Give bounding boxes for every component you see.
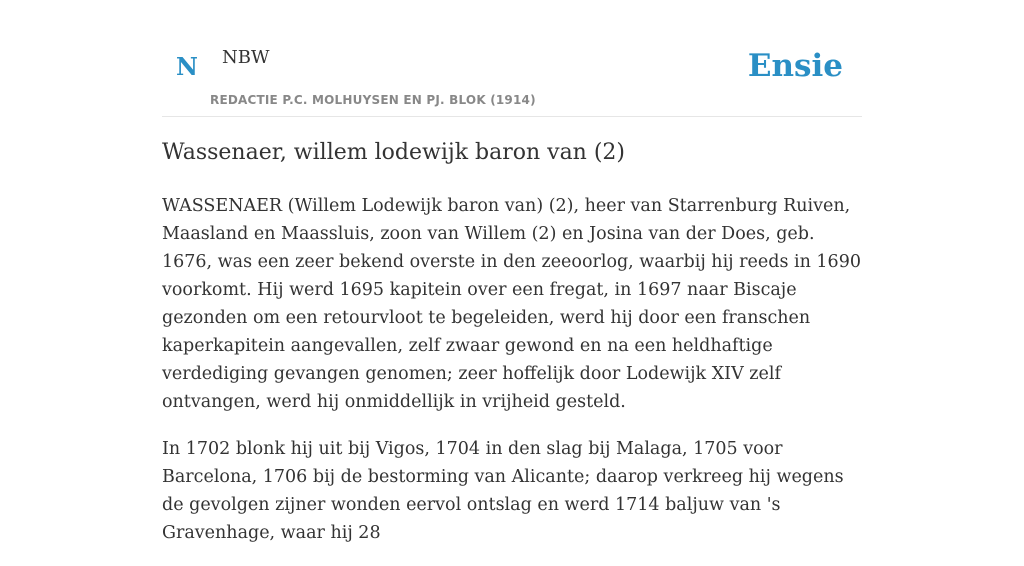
brand-logo[interactable]: Ensie — [747, 48, 843, 84]
header — [162, 0, 862, 117]
article-body — [162, 192, 862, 566]
article-paragraph: In 1702 blonk hij uit bij Vigos, 1704 in den slag bij Malaga, 1705 voor Barcelona, 1706 bij de bestorming van Alicante; daarop verkreeg hij wegens de gevolgen zijner wonden eervol ontslag en werd 1714 baljuw van 's Gravenhage, waar hij 28 — [162, 439, 844, 543]
article-title: Wassenaer, willem lodewijk baron van (2) — [162, 140, 626, 165]
source-name[interactable]: NBW — [222, 47, 270, 68]
source-logo[interactable]: N — [176, 52, 198, 81]
source-subtitle: REDACTIE P.C. MOLHUYSEN EN PJ. BLOK (1914) — [210, 93, 536, 107]
article-paragraph: WASSENAER (Willem Lodewijk baron van) (2), heer van Starrenburg Ruiven, Maasland en Maassluis, zoon van Willem (2) en Josina van der Does, geb. 1676, was een zeer bekend overste in den zeeoorlog, waarbij hij reeds in 1690 voorkomt. Hij werd 1695 kapitein over een fregat, in 1697 naar Biscaje gezonden om een retourvloot te begeleiden, werd hij door een franschen kaperkapitein aangevallen, zelf zwaar gewond en na een heldhaftige verdediging gevangen genomen; zeer hoffelijk door Lodewijk XIV zelf ontvangen, werd hij onmiddellijk in vrijheid gesteld. — [162, 196, 861, 412]
